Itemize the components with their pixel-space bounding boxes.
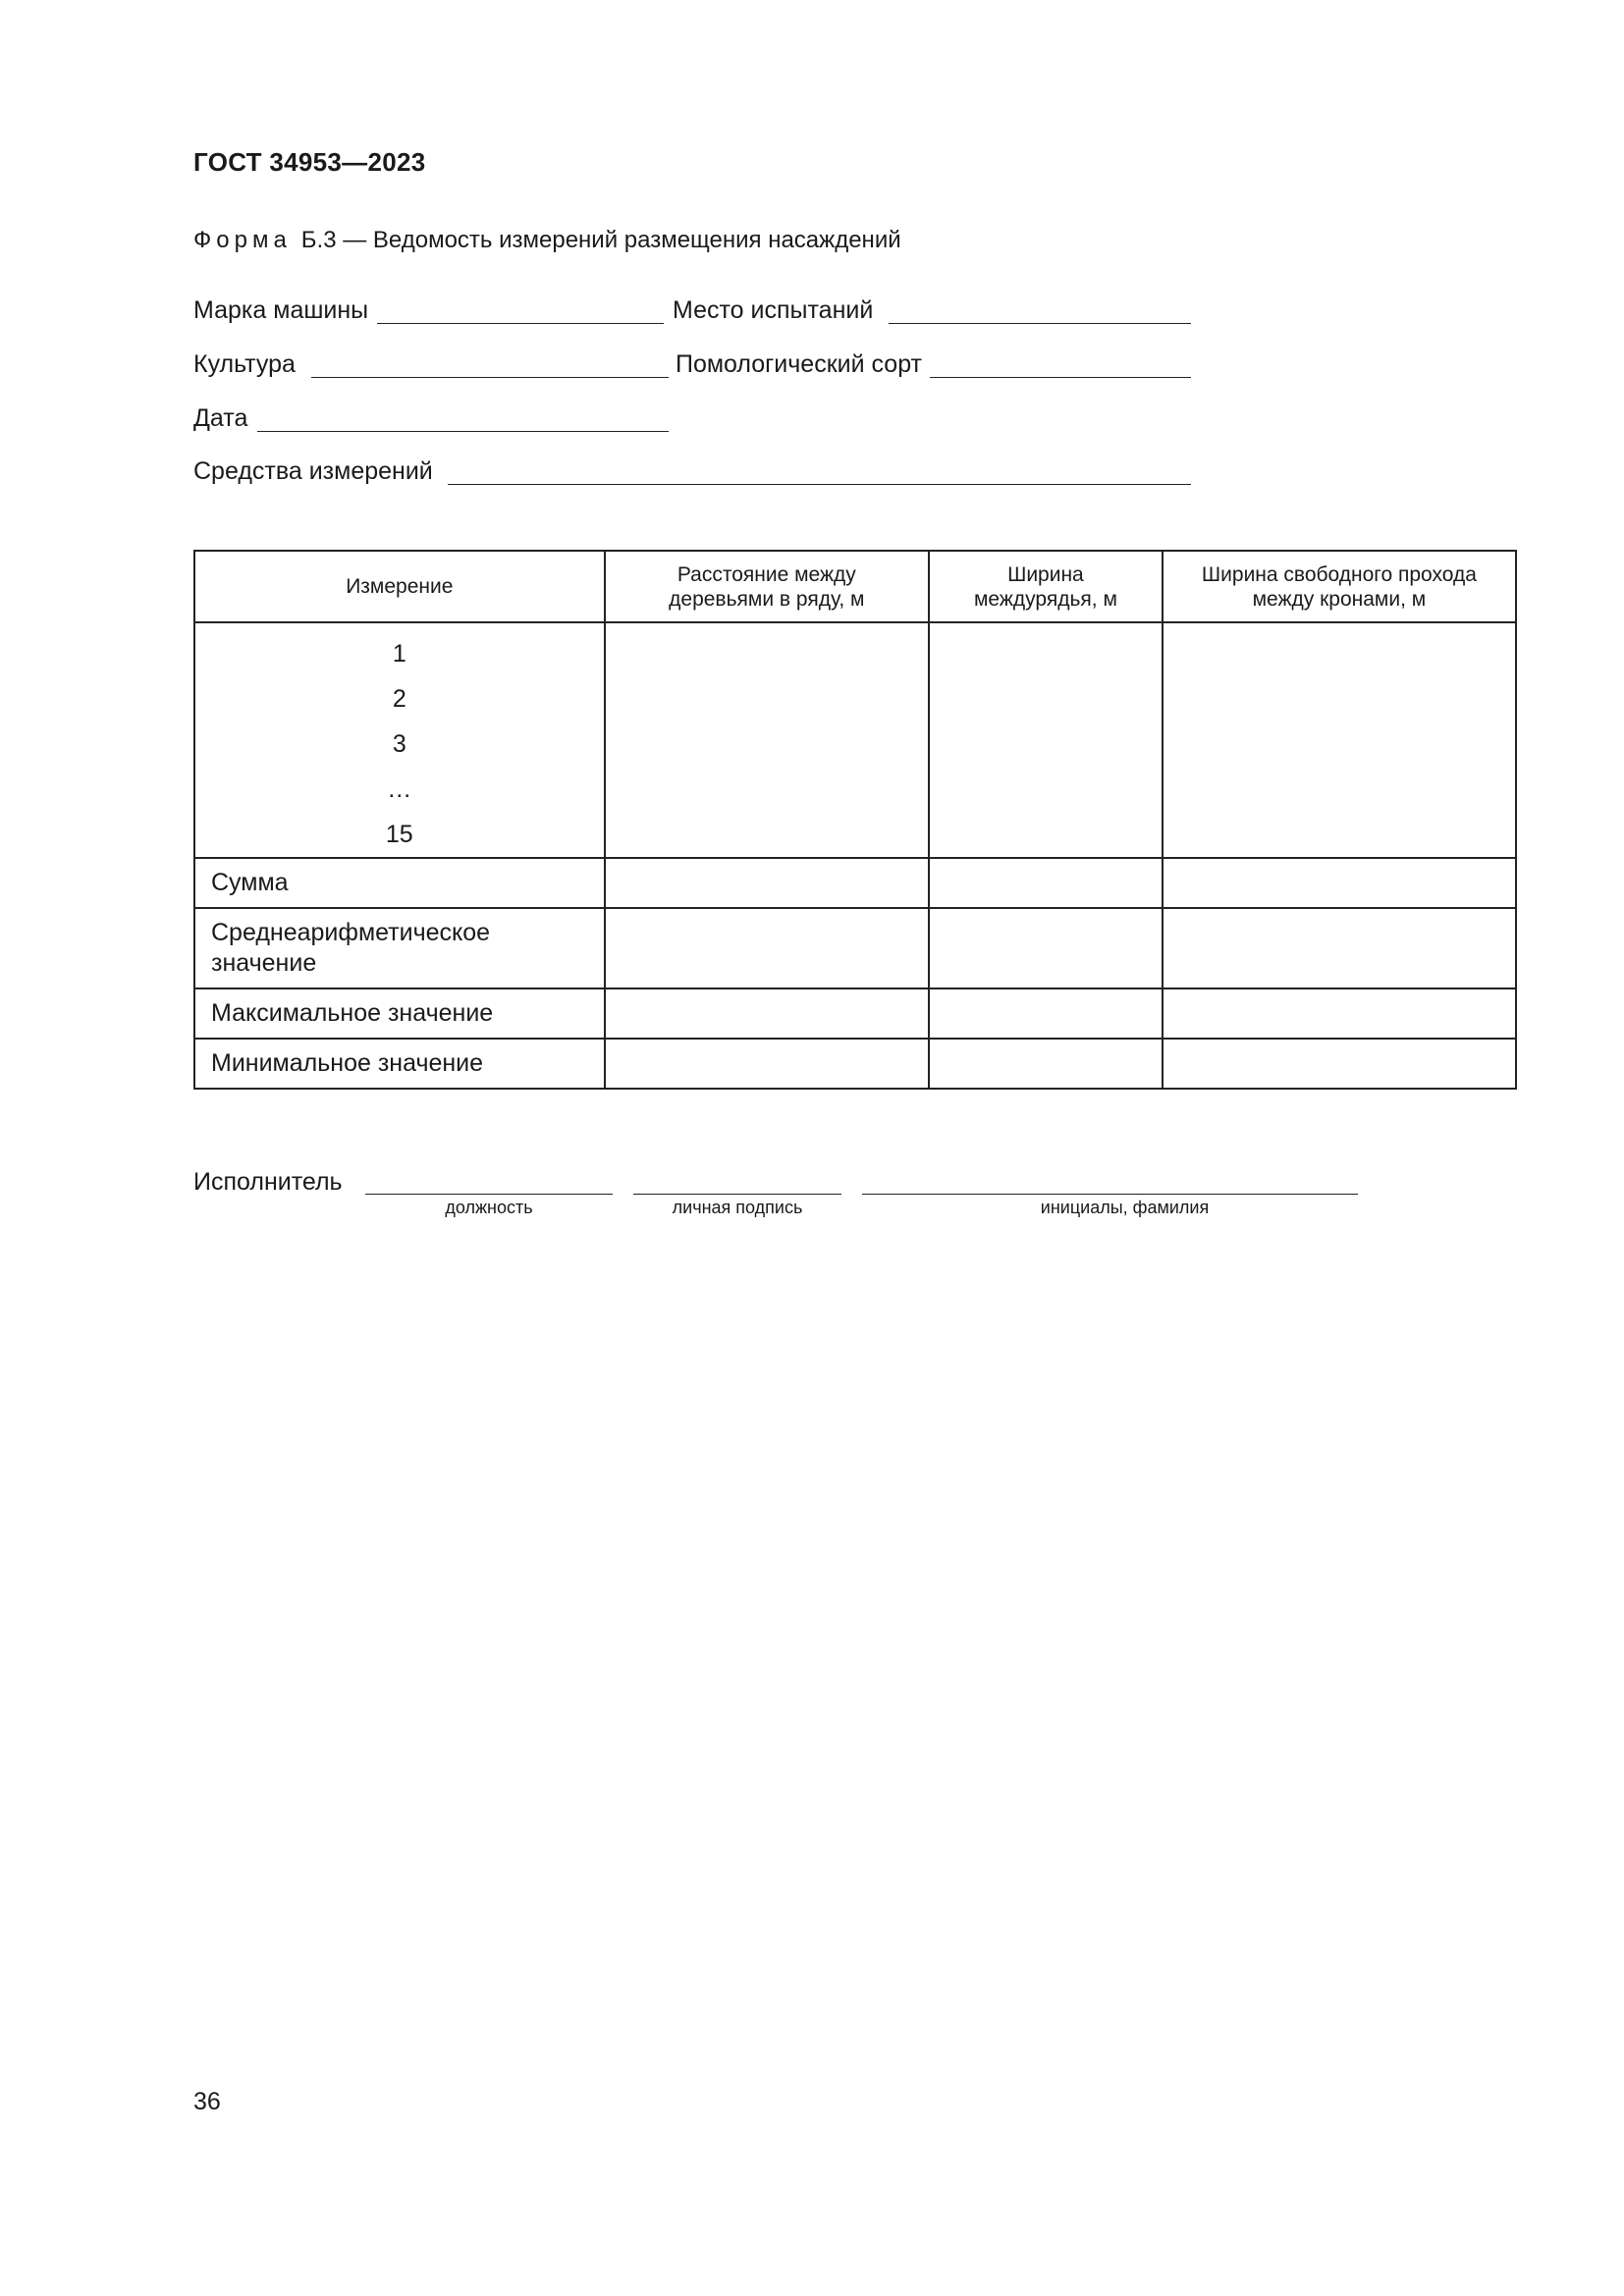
signature-caption: личная подпись (672, 1198, 803, 1217)
measurement-number-cell (194, 622, 605, 858)
date-blank[interactable] (257, 431, 669, 432)
measurement-table (193, 550, 1517, 1090)
test-place-label: Место испытаний (673, 296, 874, 324)
mean-passage-width-cell[interactable] (1163, 908, 1516, 988)
mean-tree-distance-cell[interactable] (605, 908, 929, 988)
max-tree-distance-cell[interactable] (605, 988, 929, 1039)
min-passage-width-cell[interactable] (1163, 1039, 1516, 1089)
culture-blank[interactable] (311, 377, 669, 378)
min-row-spacing-cell[interactable] (929, 1039, 1163, 1089)
page-number: 36 (193, 2088, 221, 2115)
row-spacing-cell[interactable] (929, 622, 1163, 858)
document-code: ГОСТ 34953—2023 (193, 147, 426, 177)
measurement-number: 1 (392, 640, 406, 667)
pomological-variety-label: Помологический сорт (676, 350, 923, 378)
measuring-instruments-label: Средства измерений (193, 457, 433, 485)
machine-brand-blank[interactable] (377, 323, 664, 324)
sum-tree-distance-cell[interactable] (605, 858, 929, 908)
sum-row (194, 858, 1516, 908)
measurement-number: 15 (385, 821, 413, 848)
mean-row (194, 908, 1516, 988)
passage-width-cell[interactable] (1163, 622, 1516, 858)
executor-label: Исполнитель (193, 1168, 343, 1196)
header-passage-width: Ширина свободного прохода между кронами, м (1163, 551, 1516, 622)
max-label: Максимальное значение (194, 988, 605, 1039)
test-place-blank[interactable] (889, 323, 1191, 324)
measurement-number: 3 (392, 730, 406, 758)
min-label: Минимальное значение (194, 1039, 605, 1089)
min-tree-distance-cell[interactable] (605, 1039, 929, 1089)
measurement-number: 2 (392, 685, 406, 713)
pomological-variety-blank[interactable] (930, 377, 1191, 378)
measuring-instruments-blank[interactable] (448, 484, 1191, 485)
mean-label: Среднеарифметическое значение (194, 908, 605, 988)
form-prefix: Форма (193, 227, 292, 253)
form-title (193, 227, 901, 254)
measurement-rows (194, 622, 1516, 858)
tree-distance-cell[interactable] (605, 622, 929, 858)
position-blank[interactable] (365, 1194, 613, 1195)
header-tree-distance: Расстояние между деревьями в ряду, м (605, 551, 929, 622)
position-caption: должность (445, 1198, 533, 1217)
max-row (194, 988, 1516, 1039)
table-header-row (194, 551, 1516, 622)
max-row-spacing-cell[interactable] (929, 988, 1163, 1039)
sum-passage-width-cell[interactable] (1163, 858, 1516, 908)
name-caption: инициалы, фамилия (1040, 1198, 1210, 1217)
machine-brand-label: Марка машины (193, 296, 369, 324)
culture-label: Культура (193, 350, 296, 378)
max-passage-width-cell[interactable] (1163, 988, 1516, 1039)
sum-row-spacing-cell[interactable] (929, 858, 1163, 908)
form-title-text: Б.3 — Ведомость измерений размещения насаждений (300, 227, 901, 253)
name-blank[interactable] (862, 1194, 1358, 1195)
sum-label: Сумма (194, 858, 605, 908)
header-row-spacing: Ширина междурядья, м (929, 551, 1163, 622)
mean-row-spacing-cell[interactable] (929, 908, 1163, 988)
date-label: Дата (193, 404, 248, 432)
signature-blank[interactable] (633, 1194, 841, 1195)
header-measurement: Измерение (194, 551, 605, 622)
measurement-number: … (387, 775, 412, 803)
min-row (194, 1039, 1516, 1089)
